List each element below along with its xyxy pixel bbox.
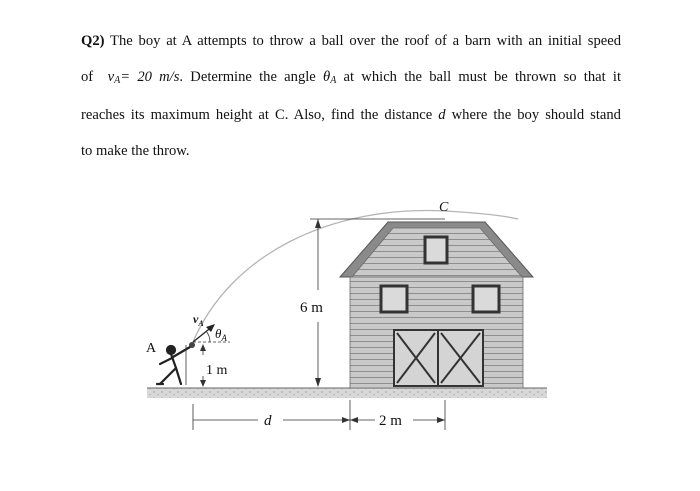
d-symbol: d (438, 107, 446, 123)
label-1m: 1 m (206, 363, 228, 378)
left-window (381, 286, 407, 312)
distance-dimensions (193, 400, 445, 430)
label-C: C (439, 200, 449, 215)
label-A: A (146, 341, 157, 356)
question-line-3: reaches its maximum height at C. Also, find the distance d where the boy should stand (81, 107, 621, 123)
boy-figure (157, 346, 190, 384)
question-line-4: to make the throw. (81, 142, 190, 159)
theta-symbol: $\theta_A$ (323, 68, 337, 86)
label-6m: 6 m (300, 300, 323, 316)
question-line-2: of $v_A= 20$ m/s. Determine the angle $\theta_A$ at which the ball must be thrown so that it (81, 68, 622, 86)
question-line-1: Q2) The boy at A attempts to throw a ball over the roof of a barn with an initial speed (81, 33, 621, 49)
ball (189, 342, 195, 348)
label-thetaA: $\theta_A$ (215, 326, 227, 343)
label-d: d (264, 413, 272, 429)
right-window (473, 286, 499, 312)
speed-symbol: $v_A$ (107, 68, 121, 86)
label-2m: 2 m (379, 413, 402, 429)
ground (147, 388, 547, 398)
loft-window (425, 237, 447, 263)
question-number: Q2) (81, 33, 105, 49)
barn (340, 222, 533, 388)
release-height-dimension (186, 345, 203, 386)
angle-arc (206, 331, 210, 342)
label-vA: $v_A$ (193, 312, 204, 328)
